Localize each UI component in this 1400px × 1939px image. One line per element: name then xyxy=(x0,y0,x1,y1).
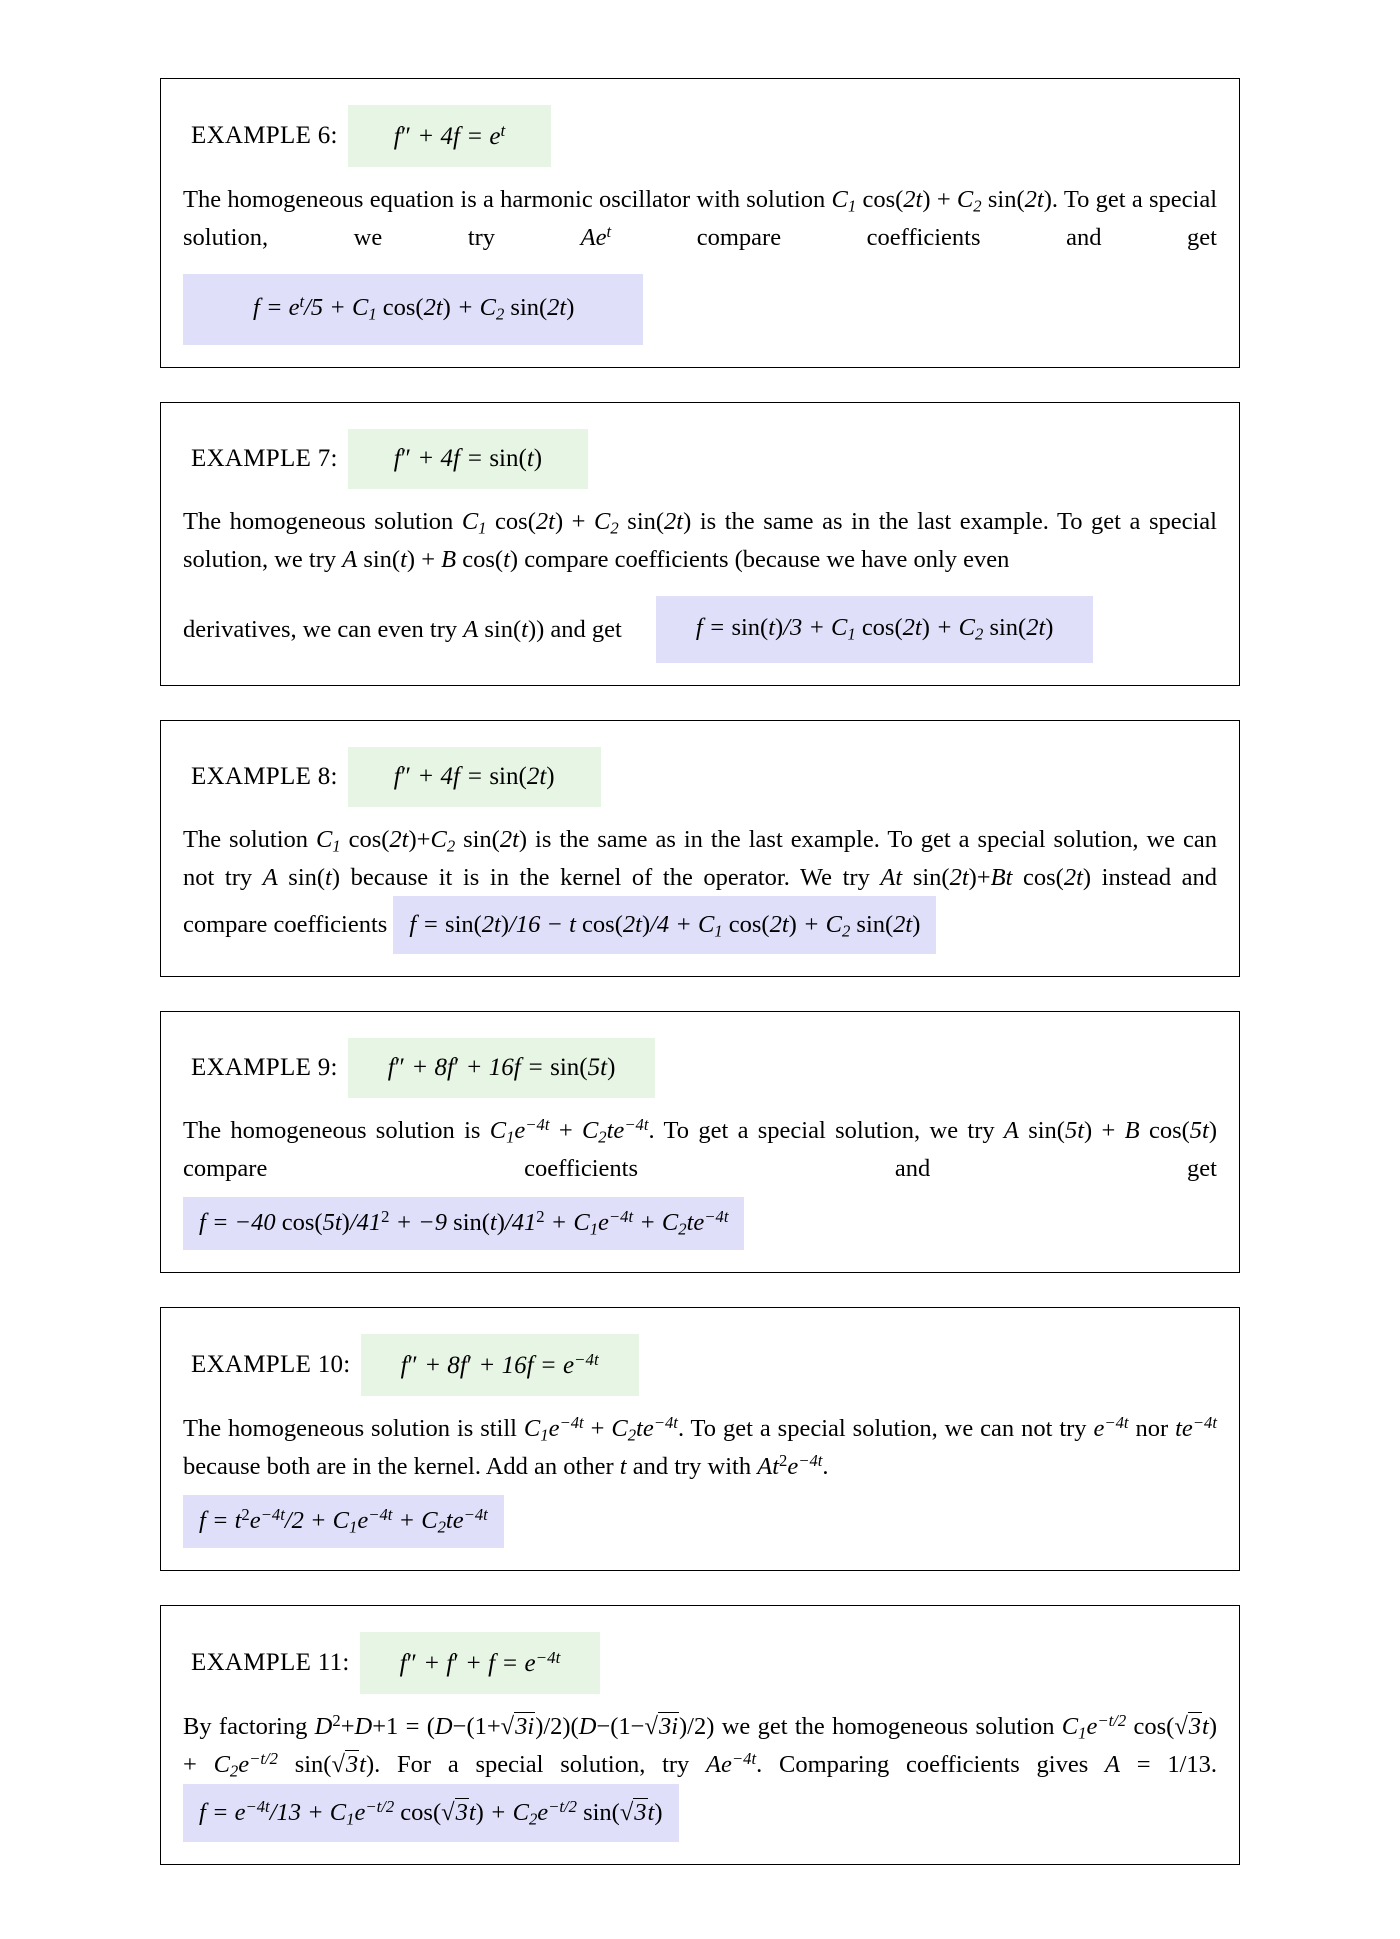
example-6-header xyxy=(183,105,1217,167)
example-7-equation: f″ + 4f = sin(t) xyxy=(348,429,588,489)
example-11-text: By factoring $D^2+D+1 = (D-(1+√3i)/2)(D-(1-√3i)/2)$ we get the homogeneous solution $C_1e^{-t/2}$ $\cos(√3t) + C_2e^{-t/2}$ sin(√3t). For a special solution, try $Ae^{-4t}$. Comparing coefficients gives A = 1/13. $f = e^{-4t}/13 + C_1e^{-t/2}$ $\cos(√3t) + C_2e^{-t/2}$ sin(√3t) xyxy=(183,1708,1217,1842)
example-7-result: $f = \sin(t)/3 + C_1$ $\cos(2t) + C_2$ sin(2t) xyxy=(656,596,1094,663)
example-8-label: EXAMPLE 8: xyxy=(191,762,338,790)
example-11-result: $f = e^{-4t}/13 + C_1e^{-t/2}$ $\cos(√3t) + C_2e^{-t/2}$ sin(√3t) xyxy=(183,1784,679,1842)
example-box-11 xyxy=(160,1605,1240,1865)
example-9-text: The homogeneous solution is $C_1e^{-4t} + C_2te^{-4t}$. To get a special solution, we try A sin(5t) + B cos(5t) compare coefficients and get xyxy=(183,1115,1218,1182)
example-9-equation: f″ + 8f′ + 16f = sin(5t) xyxy=(348,1038,656,1098)
example-8-text: The solution $C_1$ $\cos(2t)+C_2$ sin(2t) is the same as in the last example. To get a special solution, we can not try A sin(t) because it is in the kernel of the operator. We try At sin(2t)+Bt cos(2t) instead and compare coefficients f = sin(2t)/16 − t $\cos(2t)/4 + C_1$ $\cos(2t) + C_2$ sin(2t) xyxy=(183,821,1217,954)
example-9-header xyxy=(183,1038,1217,1098)
example-8-header xyxy=(183,747,1217,807)
example-box-6 xyxy=(160,78,1240,368)
example-10-result: $f = t^2e^{-4t}/2 + C_1e^{-4t} + C_2te^{-4t}$ xyxy=(183,1495,504,1548)
example-7-label: EXAMPLE 7: xyxy=(191,445,338,472)
example-6-result: $f = e^t/5 + C_1$ $\cos(2t) + C_2$ sin(2t) xyxy=(183,274,643,345)
example-6-label: EXAMPLE 6: xyxy=(191,122,338,150)
example-7-text: The homogeneous solution $C_1$ $\cos(2t) + C_2$ sin(2t) is the same as in the last example. To get a special solution, we try A sin(t) + B cos(t) compare coefficients (because we have only even xyxy=(183,508,1217,573)
example-box-7 xyxy=(160,402,1240,686)
example-9-result: f = −40 $\cos(5t)/41^2 + -9$ $\sin(t)/41^2 + C_1e^{-4t} + C_2te^{-4t}$ xyxy=(183,1197,744,1250)
example-box-10 xyxy=(160,1307,1240,1571)
example-10-label: EXAMPLE 10: xyxy=(191,1350,351,1378)
example-6-equation: $f'' + 4f = e^t$ xyxy=(348,105,551,167)
example-10-equation: $f'' + 8f' + 16f = e^{-4t}$ xyxy=(361,1334,639,1396)
example-8-result: f = sin(2t)/16 − t $\cos(2t)/4 + C_1$ $\cos(2t) + C_2$ sin(2t) xyxy=(393,896,936,954)
example-7-header xyxy=(183,429,1217,489)
example-10-text: The homogeneous solution is still $C_1e^{-4t} + C_2te^{-4t}$. To get a special solution, we can not try $e^{-4t}$ nor $te^{-4t}$ because both are in the kernel. Add an other t and try with $At^2e^{-4t}$. xyxy=(183,1413,1217,1480)
example-10-header xyxy=(183,1334,1217,1396)
example-7-tail: derivatives, we can even try A sin(t)) and get $f = \sin(t)/3 + C_1$ $\cos(2t) + C_2$ sin(2t) xyxy=(183,596,1217,663)
example-8-equation: f″ + 4f = sin(2t) xyxy=(348,747,601,807)
example-box-8 xyxy=(160,720,1240,977)
example-9-label: EXAMPLE 9: xyxy=(191,1054,338,1082)
example-6-text: The homogeneous equation is a harmonic oscillator with solution $C_1$ $\cos(2t) + C_2$ sin(2t). To get a special solution, we try Ae$^t$ compare coefficients and get xyxy=(183,186,1218,252)
example-11-equation: $f'' + f' + f = e^{-4t}$ xyxy=(360,1632,601,1694)
example-11-header xyxy=(183,1632,1217,1694)
example-11-label: EXAMPLE 11: xyxy=(191,1648,350,1676)
example-box-9 xyxy=(160,1011,1240,1273)
